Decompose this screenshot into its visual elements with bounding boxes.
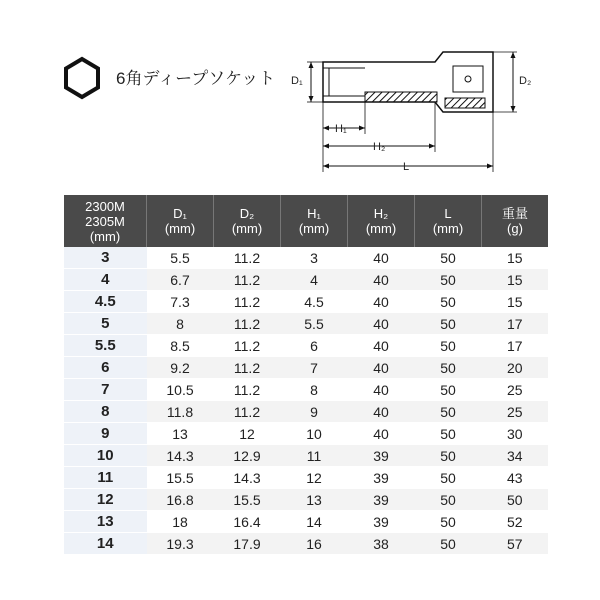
size-cell: 7 — [64, 379, 147, 401]
size-cell: 13 — [64, 511, 147, 533]
size-cell: 8 — [64, 401, 147, 423]
table-row — [64, 247, 548, 269]
weight-cell: 43 — [482, 467, 549, 489]
h2-cell: 39 — [348, 467, 415, 489]
weight-cell: 30 — [482, 423, 549, 445]
d2-cell: 11.2 — [214, 291, 281, 313]
d1-cell: 14.3 — [147, 445, 214, 467]
h1-cell: 9 — [281, 401, 348, 423]
h1-cell: 5.5 — [281, 313, 348, 335]
h2-cell: 40 — [348, 269, 415, 291]
size-cell: 11 — [64, 467, 147, 489]
d1-cell: 6.7 — [147, 269, 214, 291]
header-d2 — [214, 195, 281, 247]
l-cell: 50 — [415, 511, 482, 533]
header-line: (mm) — [432, 221, 464, 236]
l-cell: 50 — [415, 445, 482, 467]
table-row — [64, 489, 548, 511]
table-row — [64, 423, 548, 445]
h1-cell: 10 — [281, 423, 348, 445]
l-cell: 50 — [415, 357, 482, 379]
l-cell: 50 — [415, 423, 482, 445]
l-cell: 50 — [415, 335, 482, 357]
table-row — [64, 291, 548, 313]
header-line: H₂ — [373, 206, 389, 221]
table-row — [64, 511, 548, 533]
header-line: D₂ — [239, 206, 255, 221]
header-d1 — [147, 195, 214, 247]
header-h2 — [348, 195, 415, 247]
table-row — [64, 269, 548, 291]
l-cell: 50 — [415, 269, 482, 291]
h1-label: H₁ — [335, 123, 347, 135]
h2-cell: 39 — [348, 489, 415, 511]
page-title: 6角ディープソケット — [116, 69, 276, 88]
size-cell: 3 — [64, 247, 147, 269]
weight-cell: 17 — [482, 313, 549, 335]
size-cell: 9 — [64, 423, 147, 445]
l-label: L — [403, 161, 410, 173]
header-line: (mm) — [365, 221, 397, 236]
d1-cell: 9.2 — [147, 357, 214, 379]
h1-cell: 7 — [281, 357, 348, 379]
h1-cell: 4 — [281, 269, 348, 291]
l-cell: 50 — [415, 467, 482, 489]
size-cell: 4.5 — [64, 291, 147, 313]
weight-cell: 15 — [482, 291, 549, 313]
h1-cell: 3 — [281, 247, 348, 269]
header-line: L — [444, 206, 452, 221]
size-cell: 12 — [64, 489, 147, 511]
table-row — [64, 467, 548, 489]
l-cell: 50 — [415, 247, 482, 269]
weight-cell: 52 — [482, 511, 549, 533]
header-line: 重量 — [501, 206, 528, 221]
h1-cell: 13 — [281, 489, 348, 511]
size-cell: 10 — [64, 445, 147, 467]
d2-cell: 14.3 — [214, 467, 281, 489]
h1-cell: 11 — [281, 445, 348, 467]
h2-cell: 39 — [348, 445, 415, 467]
header-l — [415, 195, 482, 247]
d2-cell: 17.9 — [214, 533, 281, 555]
l-cell: 50 — [415, 313, 482, 335]
table-row — [64, 445, 548, 467]
d1-cell: 7.3 — [147, 291, 214, 313]
header-line: (mm) — [89, 228, 121, 244]
h2-cell: 40 — [348, 401, 415, 423]
d1-cell: 19.3 — [147, 533, 214, 555]
weight-cell: 15 — [482, 247, 549, 269]
weight-cell: 25 — [482, 379, 549, 401]
h1-cell: 12 — [281, 467, 348, 489]
l-cell: 50 — [415, 379, 482, 401]
d2-cell: 11.2 — [214, 401, 281, 423]
spec-table — [64, 195, 548, 555]
weight-cell: 17 — [482, 335, 549, 357]
header-model — [64, 195, 147, 247]
h2-cell: 40 — [348, 247, 415, 269]
d1-label: D₁ — [291, 75, 303, 87]
weight-cell: 57 — [482, 533, 549, 555]
size-cell: 14 — [64, 533, 147, 555]
d1-cell: 11.8 — [147, 401, 214, 423]
table-row — [64, 533, 548, 555]
d1-cell: 13 — [147, 423, 214, 445]
weight-cell: 15 — [482, 269, 549, 291]
d2-cell: 16.4 — [214, 511, 281, 533]
size-cell: 6 — [64, 357, 147, 379]
weight-cell: 25 — [482, 401, 549, 423]
weight-cell: 20 — [482, 357, 549, 379]
size-cell: 5.5 — [64, 335, 147, 357]
header-h1 — [281, 195, 348, 247]
size-cell: 4 — [64, 269, 147, 291]
h2-cell: 39 — [348, 511, 415, 533]
l-cell: 50 — [415, 489, 482, 511]
d1-cell: 18 — [147, 511, 214, 533]
h2-cell: 40 — [348, 335, 415, 357]
h2-cell: 40 — [348, 313, 415, 335]
d2-cell: 11.2 — [214, 335, 281, 357]
weight-cell: 50 — [482, 489, 549, 511]
d1-cell: 15.5 — [147, 467, 214, 489]
header-line: (mm) — [298, 221, 330, 236]
d2-cell: 11.2 — [214, 269, 281, 291]
weight-cell: 34 — [482, 445, 549, 467]
d1-cell: 5.5 — [147, 247, 214, 269]
d2-cell: 11.2 — [214, 247, 281, 269]
h1-cell: 14 — [281, 511, 348, 533]
l-cell: 50 — [415, 291, 482, 313]
header-line: H₁ — [307, 206, 321, 221]
h2-cell: 40 — [348, 357, 415, 379]
table-body — [64, 247, 548, 555]
table-row — [64, 401, 548, 423]
d1-cell: 16.8 — [147, 489, 214, 511]
header-weight — [482, 195, 549, 247]
d2-cell: 12 — [214, 423, 281, 445]
socket-dimension-diagram — [285, 40, 545, 180]
h2-cell: 40 — [348, 291, 415, 313]
d2-cell: 11.2 — [214, 379, 281, 401]
table-header-row — [64, 195, 548, 247]
header-line: 2300M — [85, 198, 125, 214]
h2-cell: 40 — [348, 379, 415, 401]
l-cell: 50 — [415, 533, 482, 555]
l-cell: 50 — [415, 401, 482, 423]
d2-cell: 15.5 — [214, 489, 281, 511]
header-line: (mm) — [231, 221, 263, 236]
h1-cell: 8 — [281, 379, 348, 401]
d2-cell: 11.2 — [214, 313, 281, 335]
h1-cell: 4.5 — [281, 291, 348, 313]
hexagon-icon — [60, 56, 104, 100]
header-line: 2305M — [85, 213, 125, 229]
h2-cell: 40 — [348, 423, 415, 445]
d2-label: D₂ — [519, 75, 532, 87]
h1-cell: 6 — [281, 335, 348, 357]
table-row — [64, 379, 548, 401]
d1-cell: 8.5 — [147, 335, 214, 357]
d1-cell: 8 — [147, 313, 214, 335]
header-line: (g) — [507, 221, 523, 236]
size-cell: 5 — [64, 313, 147, 335]
d2-cell: 11.2 — [214, 357, 281, 379]
table-row — [64, 357, 548, 379]
header-line: (mm) — [164, 221, 196, 236]
h2-cell: 38 — [348, 533, 415, 555]
table-row — [64, 313, 548, 335]
d1-cell: 10.5 — [147, 379, 214, 401]
d2-cell: 12.9 — [214, 445, 281, 467]
table-row — [64, 335, 548, 357]
h1-cell: 16 — [281, 533, 348, 555]
header-line: D₁ — [173, 206, 187, 221]
h2-label: H₂ — [373, 141, 386, 153]
